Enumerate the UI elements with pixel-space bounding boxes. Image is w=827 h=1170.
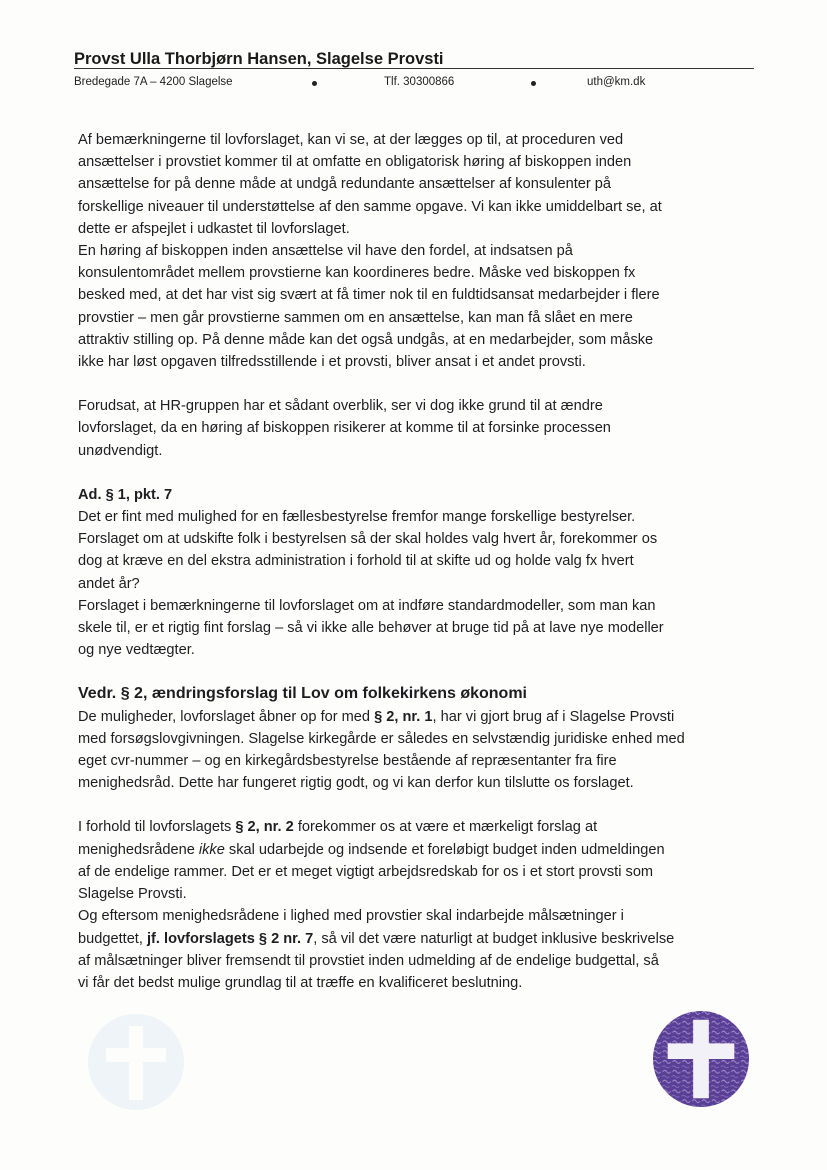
faint-cross-watermark-icon xyxy=(86,1012,186,1112)
church-cross-seal-icon xyxy=(652,1010,750,1108)
letterhead-rule xyxy=(74,68,754,69)
letterhead-name: Provst Ulla Thorbjørn Hansen, Slagelse Provsti xyxy=(74,50,444,68)
paragraph-1: Af bemærkningerne til lovforslaget, kan vi se, at der lægges op til, at proceduren ved ansættelser i provstiet kommer til at omfatte en obligatorisk høring af biskoppen inden ansættelse for på denne måde at undgå redundante ansættelser af konsulenter på forskellige niveauer til understøttelse af den samme opgave. Vi kan ikke umiddelbart se, at dette er afspejlet i udkastet til lovforslaget. xyxy=(78,132,662,237)
paragraph-6: De muligheder, lovforslaget åbner op for med § 2, nr. 1, har vi gjort brug af i Slagelse Provsti med forsøgslovgivningen. Slagelse kirkegårde er således en selvstændig juridiske enhed med eget cvr-nummer – og en kirkegårdsbestyrelse bestående af repræsentanter fra fire menighedsråd. Dette har fungeret rigtig godt, og vi kan derfor kun tilslutte os forslaget. xyxy=(78,708,685,792)
paragraph-4: Det er fint med mulighed for en fællesbestyrelse fremfor mange forskellige bestyrelser. Forslaget om at udskifte folk i bestyrelsen så der skal holdes valg hvert år, forekommer os dog at kræve en del ekstra administration i forhold til at skifte ud og holde valg fx hvert andet år? xyxy=(78,509,658,592)
section-heading-2: Vedr. § 2, ændringsforslag til Lov om folkekirkens økonomi xyxy=(78,685,527,703)
letterhead-email: uth@km.dk xyxy=(587,76,646,88)
letterhead-phone: Tlf. 30300866 xyxy=(384,76,455,88)
letter-body xyxy=(78,129,768,994)
paragraph-7: I forhold til lovforslagets § 2, nr. 2 forekommer os at være et mærkeligt forslag at menighedsrådene ikke skal udarbejde og indsende et foreløbigt budget inden udmeldingen af de endelige rammer. Det er et meget vigtigt arbejdsredskab for os i et stort provsti som Slagelse Provsti. xyxy=(78,819,665,903)
paragraph-2: En høring af biskoppen inden ansættelse vil have den fordel, at indsatsen på konsulentområdet mellem provstierne kan koordineres bedre. Måske ved biskoppen fx besked med, at det har vist sig svært at få timer nok til en fuldtidsansat medarbejder i flere provstier – men går provstierne sammen om en ansættelse, kan man få slået en mere attraktiv stilling op. På denne måde kan det også undgås, at en medarbejder, som måske ikke har løst opgaven tilfredsstillende i et provsti, bliver ansat i et andet provsti. xyxy=(78,243,660,371)
separator-dot xyxy=(312,81,317,86)
paragraph-5: Forslaget i bemærkningerne til lovforslaget om at indføre standardmodeller, som man kan skele til, er et rigtig fint forslag – så vi ikke alle behøver at bruge tid på at lave nye modeller og nye vedtægter. xyxy=(78,597,664,659)
separator-dot xyxy=(531,81,536,86)
paragraph-8: Og eftersom menighedsrådene i lighed med provstier skal indarbejde målsætninger i budgettet, jf. lovforslagets § 2 nr. 7, så vil det være naturligt at budget inklusive beskrivelse af målsætninger bliver fremsendt til provstiet inden udmelding af de endelige budgettal, så vi får det bedst mulige grundlag til at træffe en kvalificeret beslutning. xyxy=(78,908,675,991)
paragraph-3: Forudsat, at HR-gruppen har et sådant overblik, ser vi dog ikke grund til at ændre lovforslaget, da en høring af biskoppen risikerer at komme til at forsinke processen unødvendigt. xyxy=(78,398,611,459)
letterhead-address: Bredegade 7A – 4200 Slagelse xyxy=(74,76,233,88)
section-heading-1: Ad. § 1, pkt. 7 xyxy=(78,486,173,503)
